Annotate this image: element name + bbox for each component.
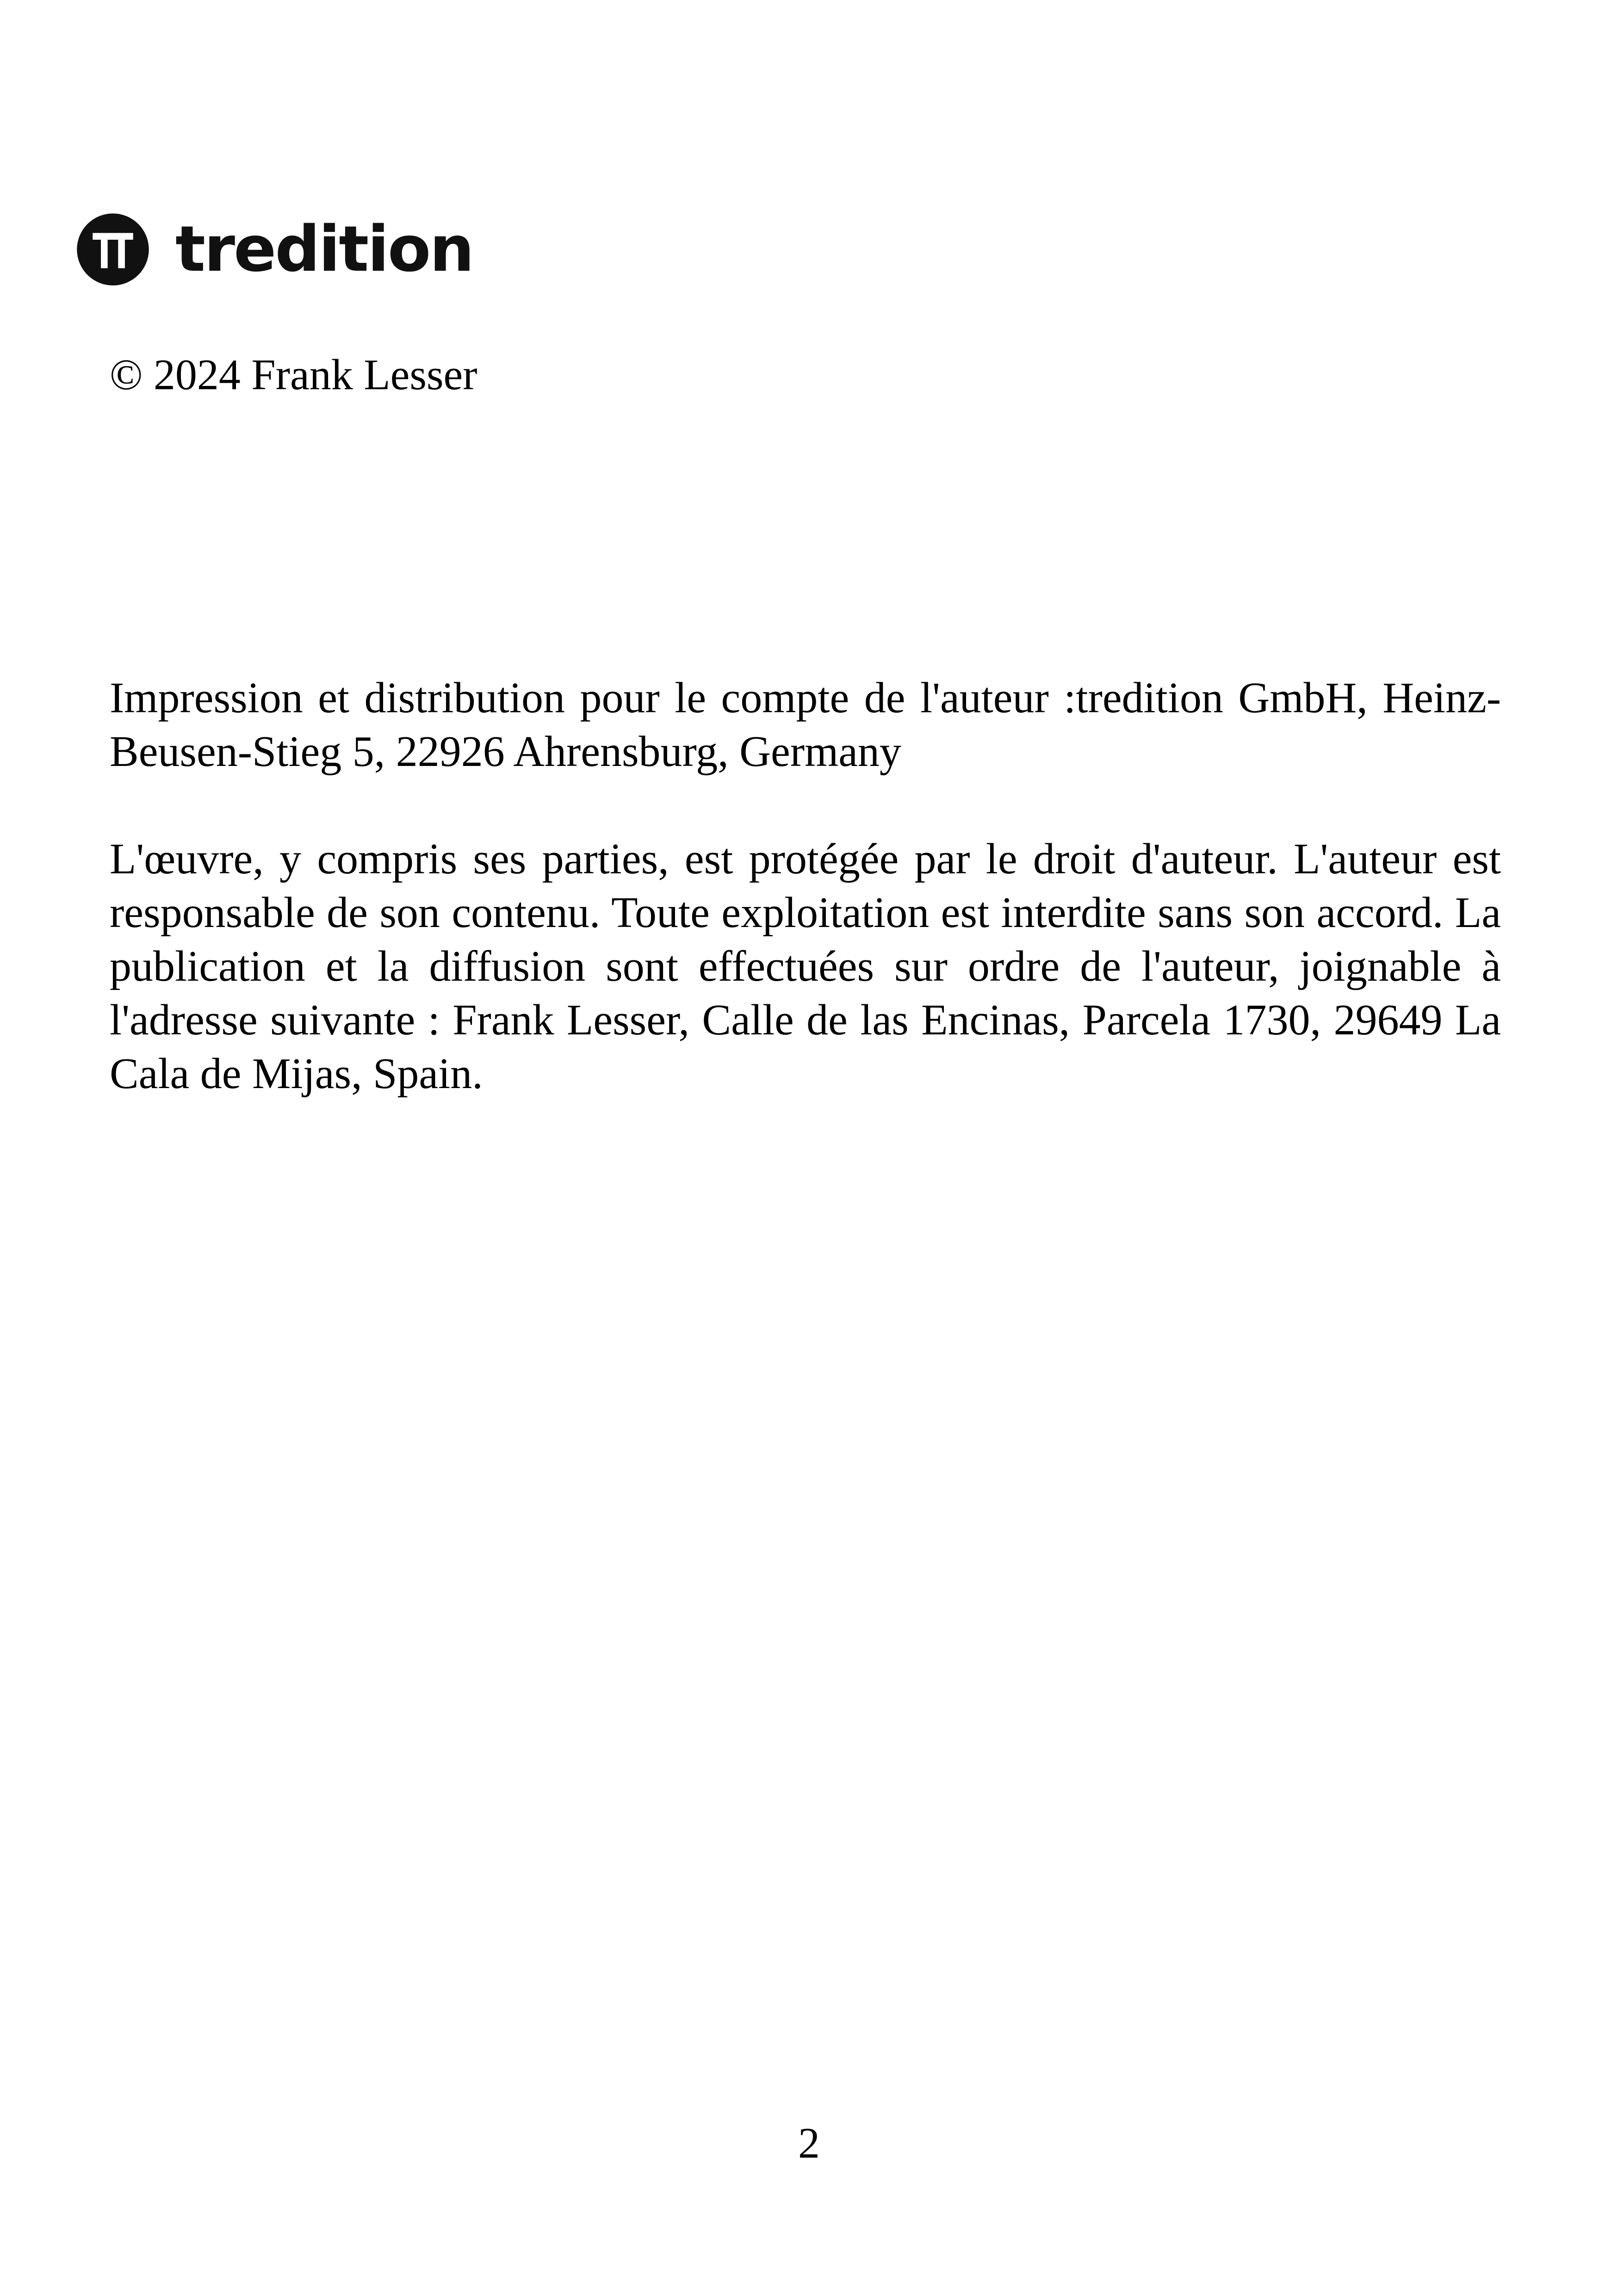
rights-notice-paragraph: L'œuvre, y compris ses parties, est protégée par le droit d'auteur. L'auteur est responsable de son contenu. Toute exploitation est interdite sans son accord. La publication et la diffusion sont effectuées sur ordre de l'auteur, joignable à l'adresse suivante : Frank Lesser, Calle de las Encinas, Parcela 1730, 29649 La Cala de Mijas, Spain. (110, 835, 1501, 1098)
tredition-logo-icon (75, 212, 150, 287)
printing-distribution-paragraph: Impression et distribution pour le compte de l'auteur :tredition GmbH, Heinz-Beusen-Stieg 5, 22926 Ahrensburg, Germany (110, 674, 1501, 776)
page-number: 2 (798, 2119, 820, 2167)
publisher-logo-wordmark: tredition (175, 213, 473, 286)
publisher-logo (75, 210, 473, 289)
copyright-notice: © 2024 Frank Lesser (110, 351, 477, 399)
